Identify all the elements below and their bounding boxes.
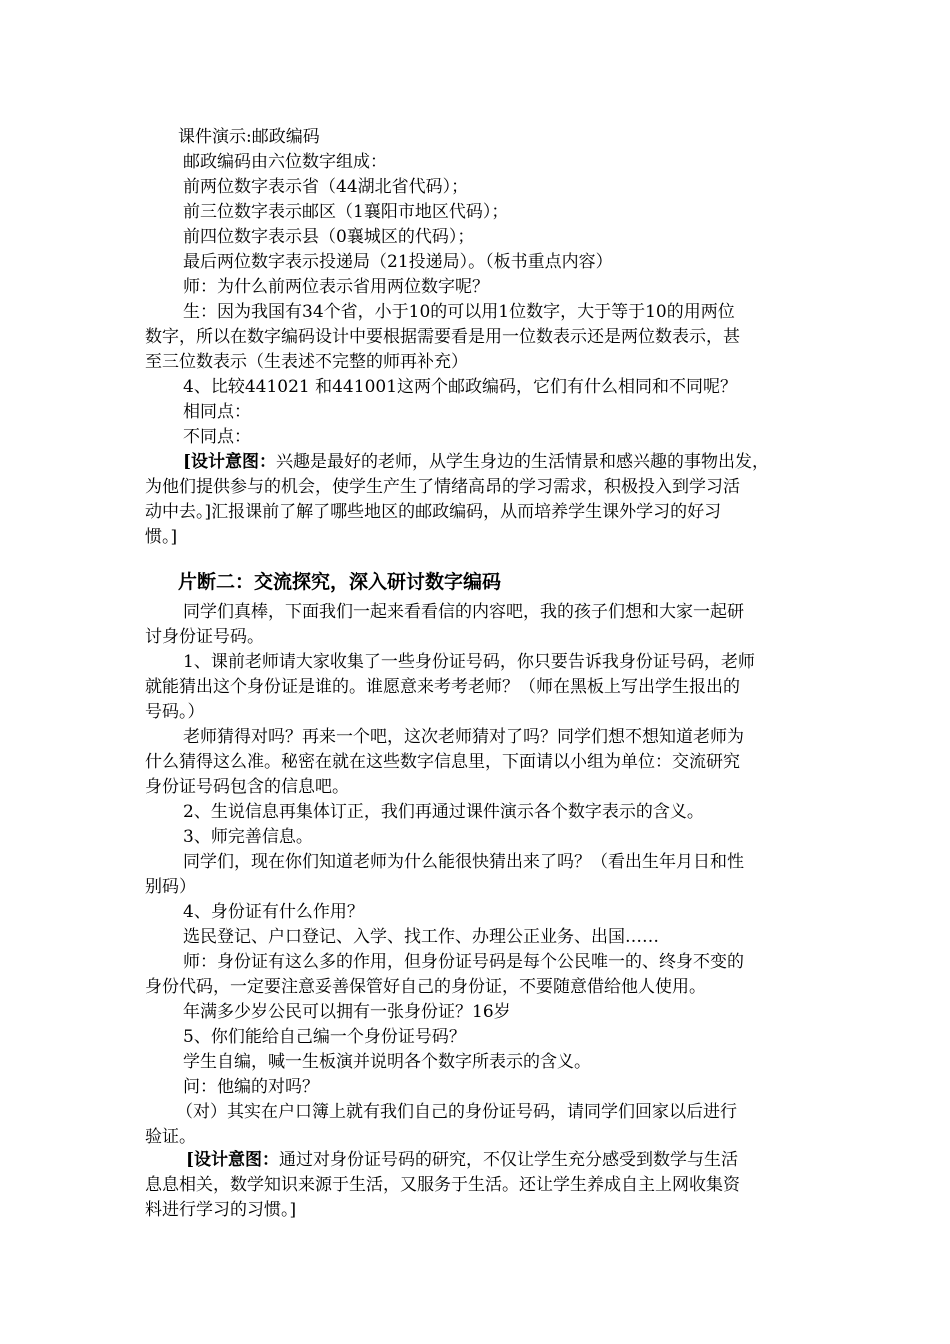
text-line: 前三位数字表示邮区（1襄阳市地区代码）；: [183, 202, 509, 222]
design-intent-note: [设计意图：通过对身份证号码的研究，不仅让学生充分感受到数学与生活: [186, 1150, 739, 1170]
text-line: 别码）: [145, 877, 196, 897]
text-line: 4、比较441021 和441001这两个邮政编码，它们有什么相同和不同呢？: [183, 377, 738, 397]
text-line: 动中去。]汇报课前了解了哪些地区的邮政编码，从而培养学生课外学习的好习: [145, 502, 722, 522]
text-line: 年满多少岁公民可以拥有一张身份证？16岁: [183, 1002, 511, 1022]
text-line: 前两位数字表示省（44湖北省代码）；: [183, 177, 469, 197]
text-line: 料进行学习的习惯。]: [145, 1200, 297, 1220]
text-line: 最后两位数字表示投递局（21投递局）。（板书重点内容）: [183, 252, 613, 272]
text-line: 问：他编的对吗？: [183, 1077, 319, 1097]
text-line: 1、课前老师请大家收集了一些身份证号码，你只要告诉我身份证号码，老师: [183, 652, 755, 672]
text-line: 2、生说信息再集体订正，我们再通过课件演示各个数字表示的含义。: [183, 802, 704, 822]
text-line: 讨身份证号码。: [145, 627, 264, 647]
text-line: 什么猜得这么准。秘密在就在这些数字信息里，下面请以小组为单位：交流研究: [145, 752, 740, 772]
design-intent-label: [设计意图：: [183, 452, 277, 472]
text-line: 学生自编，喊一生板演并说明各个数字所表示的含义。: [183, 1052, 591, 1072]
text-line: 生：因为我国有34个省，小于10的可以用1位数字，大于等于10的用两位: [183, 302, 735, 322]
text-line: 前四位数字表示县（0襄城区的代码）；: [183, 227, 475, 247]
text-line: 不同点：: [183, 427, 251, 447]
text-line: 同学们，现在你们知道老师为什么能很快猜出来了吗？（看出生年月日和性: [183, 852, 744, 872]
text-line: 身份证号码包含的信息吧。: [145, 777, 349, 797]
text-line: 选民登记、户口登记、入学、找工作、办理公正业务、出国……: [183, 927, 659, 947]
text-line: 5、你们能给自己编一个身份证号码？: [183, 1027, 466, 1047]
text-line: 3、师完善信息。: [183, 827, 313, 847]
text-line: 身份代码，一定要注意妥善保管好自己的身份证，不要随意借给他人使用。: [145, 977, 706, 997]
text-line: 相同点：: [183, 402, 251, 422]
text-line: 师：为什么前两位表示省用两位数字呢？: [183, 277, 489, 297]
section-heading: 片断二：交流探究，深入研讨数字编码: [178, 571, 502, 593]
text-line: 数字，所以在数字编码设计中要根据需要看是用一位数表示还是两位数表示，甚: [145, 327, 740, 347]
text-line: （对）其实在户口簿上就有我们自己的身份证号码，请同学们回家以后进行: [176, 1102, 737, 1122]
text-line: 为他们提供参与的机会，使学生产生了情绪高昂的学习需求，积极投入到学习活: [145, 477, 740, 497]
text-line: 同学们真棒，下面我们一起来看看信的内容吧，我的孩子们想和大家一起研: [183, 602, 744, 622]
text-line: 老师猜得对吗？再来一个吧，这次老师猜对了吗？同学们想不想知道老师为: [183, 727, 744, 747]
text-line: 课件演示:邮政编码: [178, 127, 320, 147]
design-intent-note: [设计意图：兴趣是最好的老师，从学生身边的生活情景和感兴趣的事物出发，: [183, 452, 770, 472]
text-line: 至三位数表示（生表述不完整的师再补充）: [145, 352, 468, 372]
design-intent-label: [设计意图：: [186, 1150, 280, 1170]
text-line: 号码。）: [145, 702, 205, 722]
text-line: 验证。: [145, 1127, 196, 1147]
text-line: 师：身份证有这么多的作用，但身份证号码是每个公民唯一的、终身不变的: [183, 952, 744, 972]
text-line: 邮政编码由六位数字组成：: [183, 152, 387, 172]
text-line: 惯。]: [145, 527, 178, 547]
text-line: 息息相关，数学知识来源于生活，又服务于生活。还让学生养成自主上网收集资: [145, 1175, 740, 1195]
text-line: 4、身份证有什么作用？: [183, 902, 364, 922]
text-line: 就能猜出这个身份证是谁的。谁愿意来考考老师？（师在黑板上写出学生报出的: [145, 677, 740, 697]
